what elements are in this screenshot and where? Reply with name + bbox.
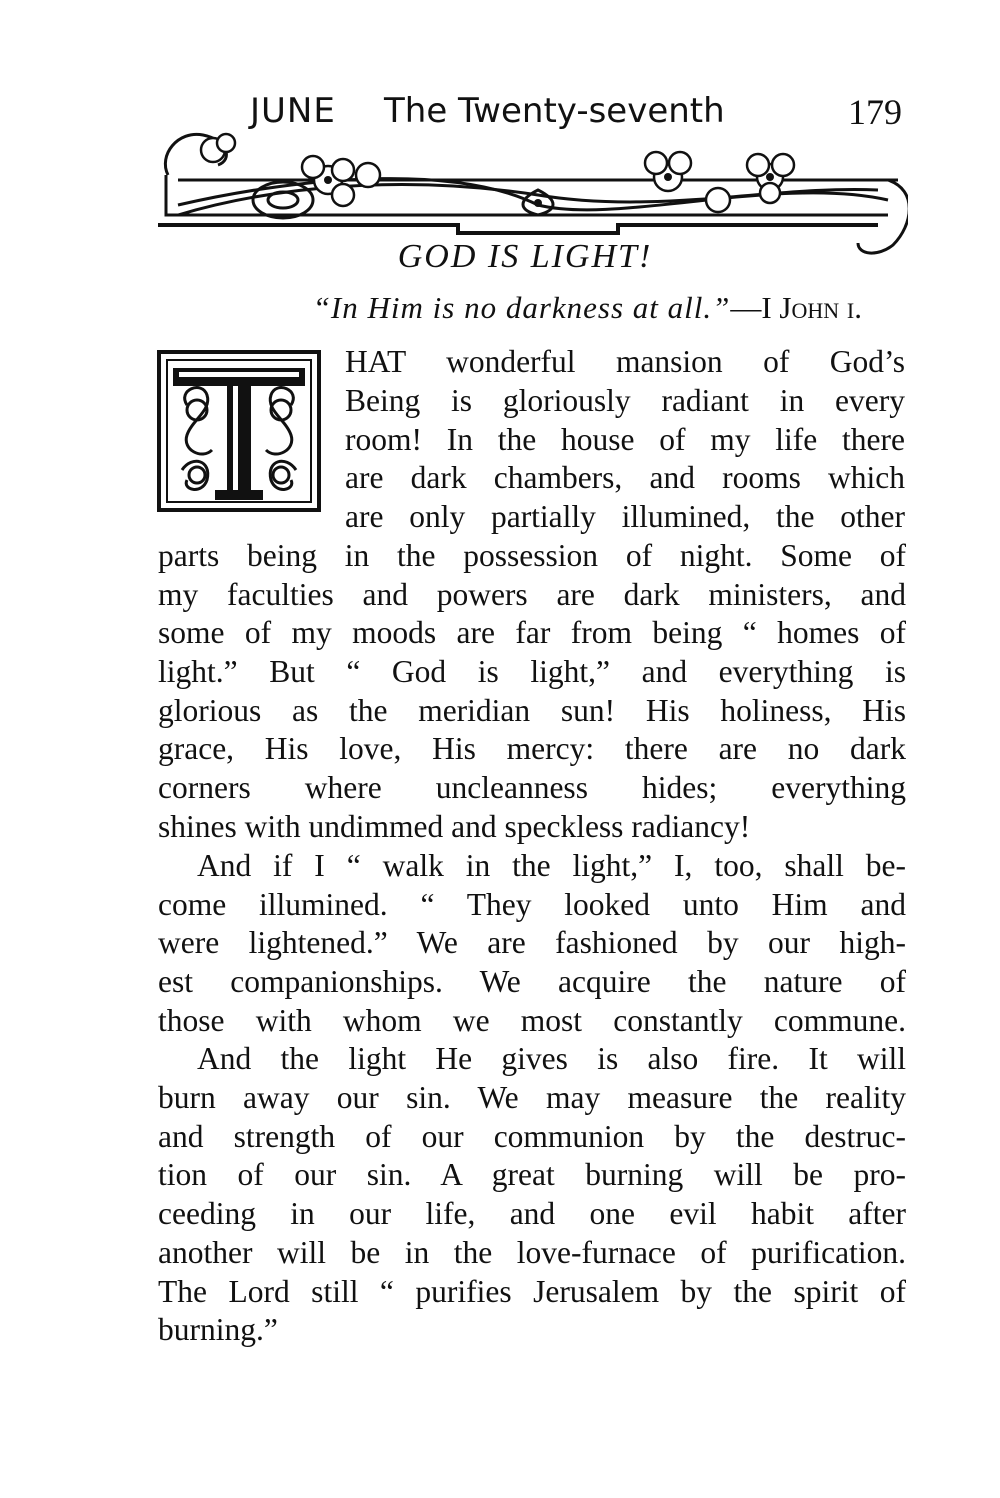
text-line: shines with undimmed and speckless radiancy! xyxy=(158,809,751,844)
text-line: ceeding in our life, and one evil habit after xyxy=(158,1196,906,1231)
text-line: glorious as the meridian sun! His holiness, His xyxy=(158,693,906,728)
epigraph-reference: —I John i. xyxy=(730,290,862,325)
text-line: burn away our sin. We may measure the reality xyxy=(158,1080,906,1115)
floral-header-ornament-icon xyxy=(158,105,908,260)
text-line: are only partially illumined, the other xyxy=(345,499,905,534)
text-line: grace, His love, His mercy: there are no dark xyxy=(158,731,906,766)
text-line: some of my moods are far from being “ homes of xyxy=(158,615,906,650)
text-line: parts being in the possession of night. Some of xyxy=(158,538,906,573)
page-title: GOD IS LIGHT! xyxy=(397,238,653,275)
text-line: tion of our sin. A great burning will be pro- xyxy=(158,1157,906,1192)
text-line: And the light He gives is also fire. It will xyxy=(197,1041,906,1076)
header-month: JUNE xyxy=(250,91,336,131)
text-line: room! In the house of my life there xyxy=(345,422,905,457)
text-line: And if I “ walk in the light,” I, too, shall be- xyxy=(197,848,906,883)
header-day: The Twenty-seventh xyxy=(384,91,725,131)
dropcap-letter-t-icon xyxy=(157,350,321,515)
text-line: light.” But “ God is light,” and everything is xyxy=(158,654,906,689)
text-line: est companionships. We acquire the nature of xyxy=(158,964,906,999)
epigraph-quote: “In Him is no darkness at all.” xyxy=(312,290,731,325)
text-line: Being is gloriously radiant in every xyxy=(345,383,905,418)
text-line: HAT wonderful mansion of God’s xyxy=(345,344,905,379)
text-line: my faculties and powers are dark ministers, and xyxy=(158,577,906,612)
text-line: corners where uncleanness hides; everything xyxy=(158,770,906,805)
page-header xyxy=(158,85,908,260)
text-line: and strength of our communion by the destruc- xyxy=(158,1119,906,1154)
epigraph xyxy=(158,290,908,326)
text-line: come illumined. “ They looked unto Him and xyxy=(158,887,906,922)
page-number: 179 xyxy=(848,92,902,132)
text-line: those with whom we most constantly commune. xyxy=(158,1003,906,1038)
text-line: another will be in the love-furnace of purification. xyxy=(158,1235,906,1270)
text-line: are dark chambers, and rooms which xyxy=(345,460,905,495)
text-line: The Lord still “ purifies Jerusalem by the spirit of xyxy=(158,1274,906,1309)
text-line: were lightened.” We are fashioned by our high- xyxy=(158,925,906,960)
text-line: burning.” xyxy=(158,1312,278,1347)
